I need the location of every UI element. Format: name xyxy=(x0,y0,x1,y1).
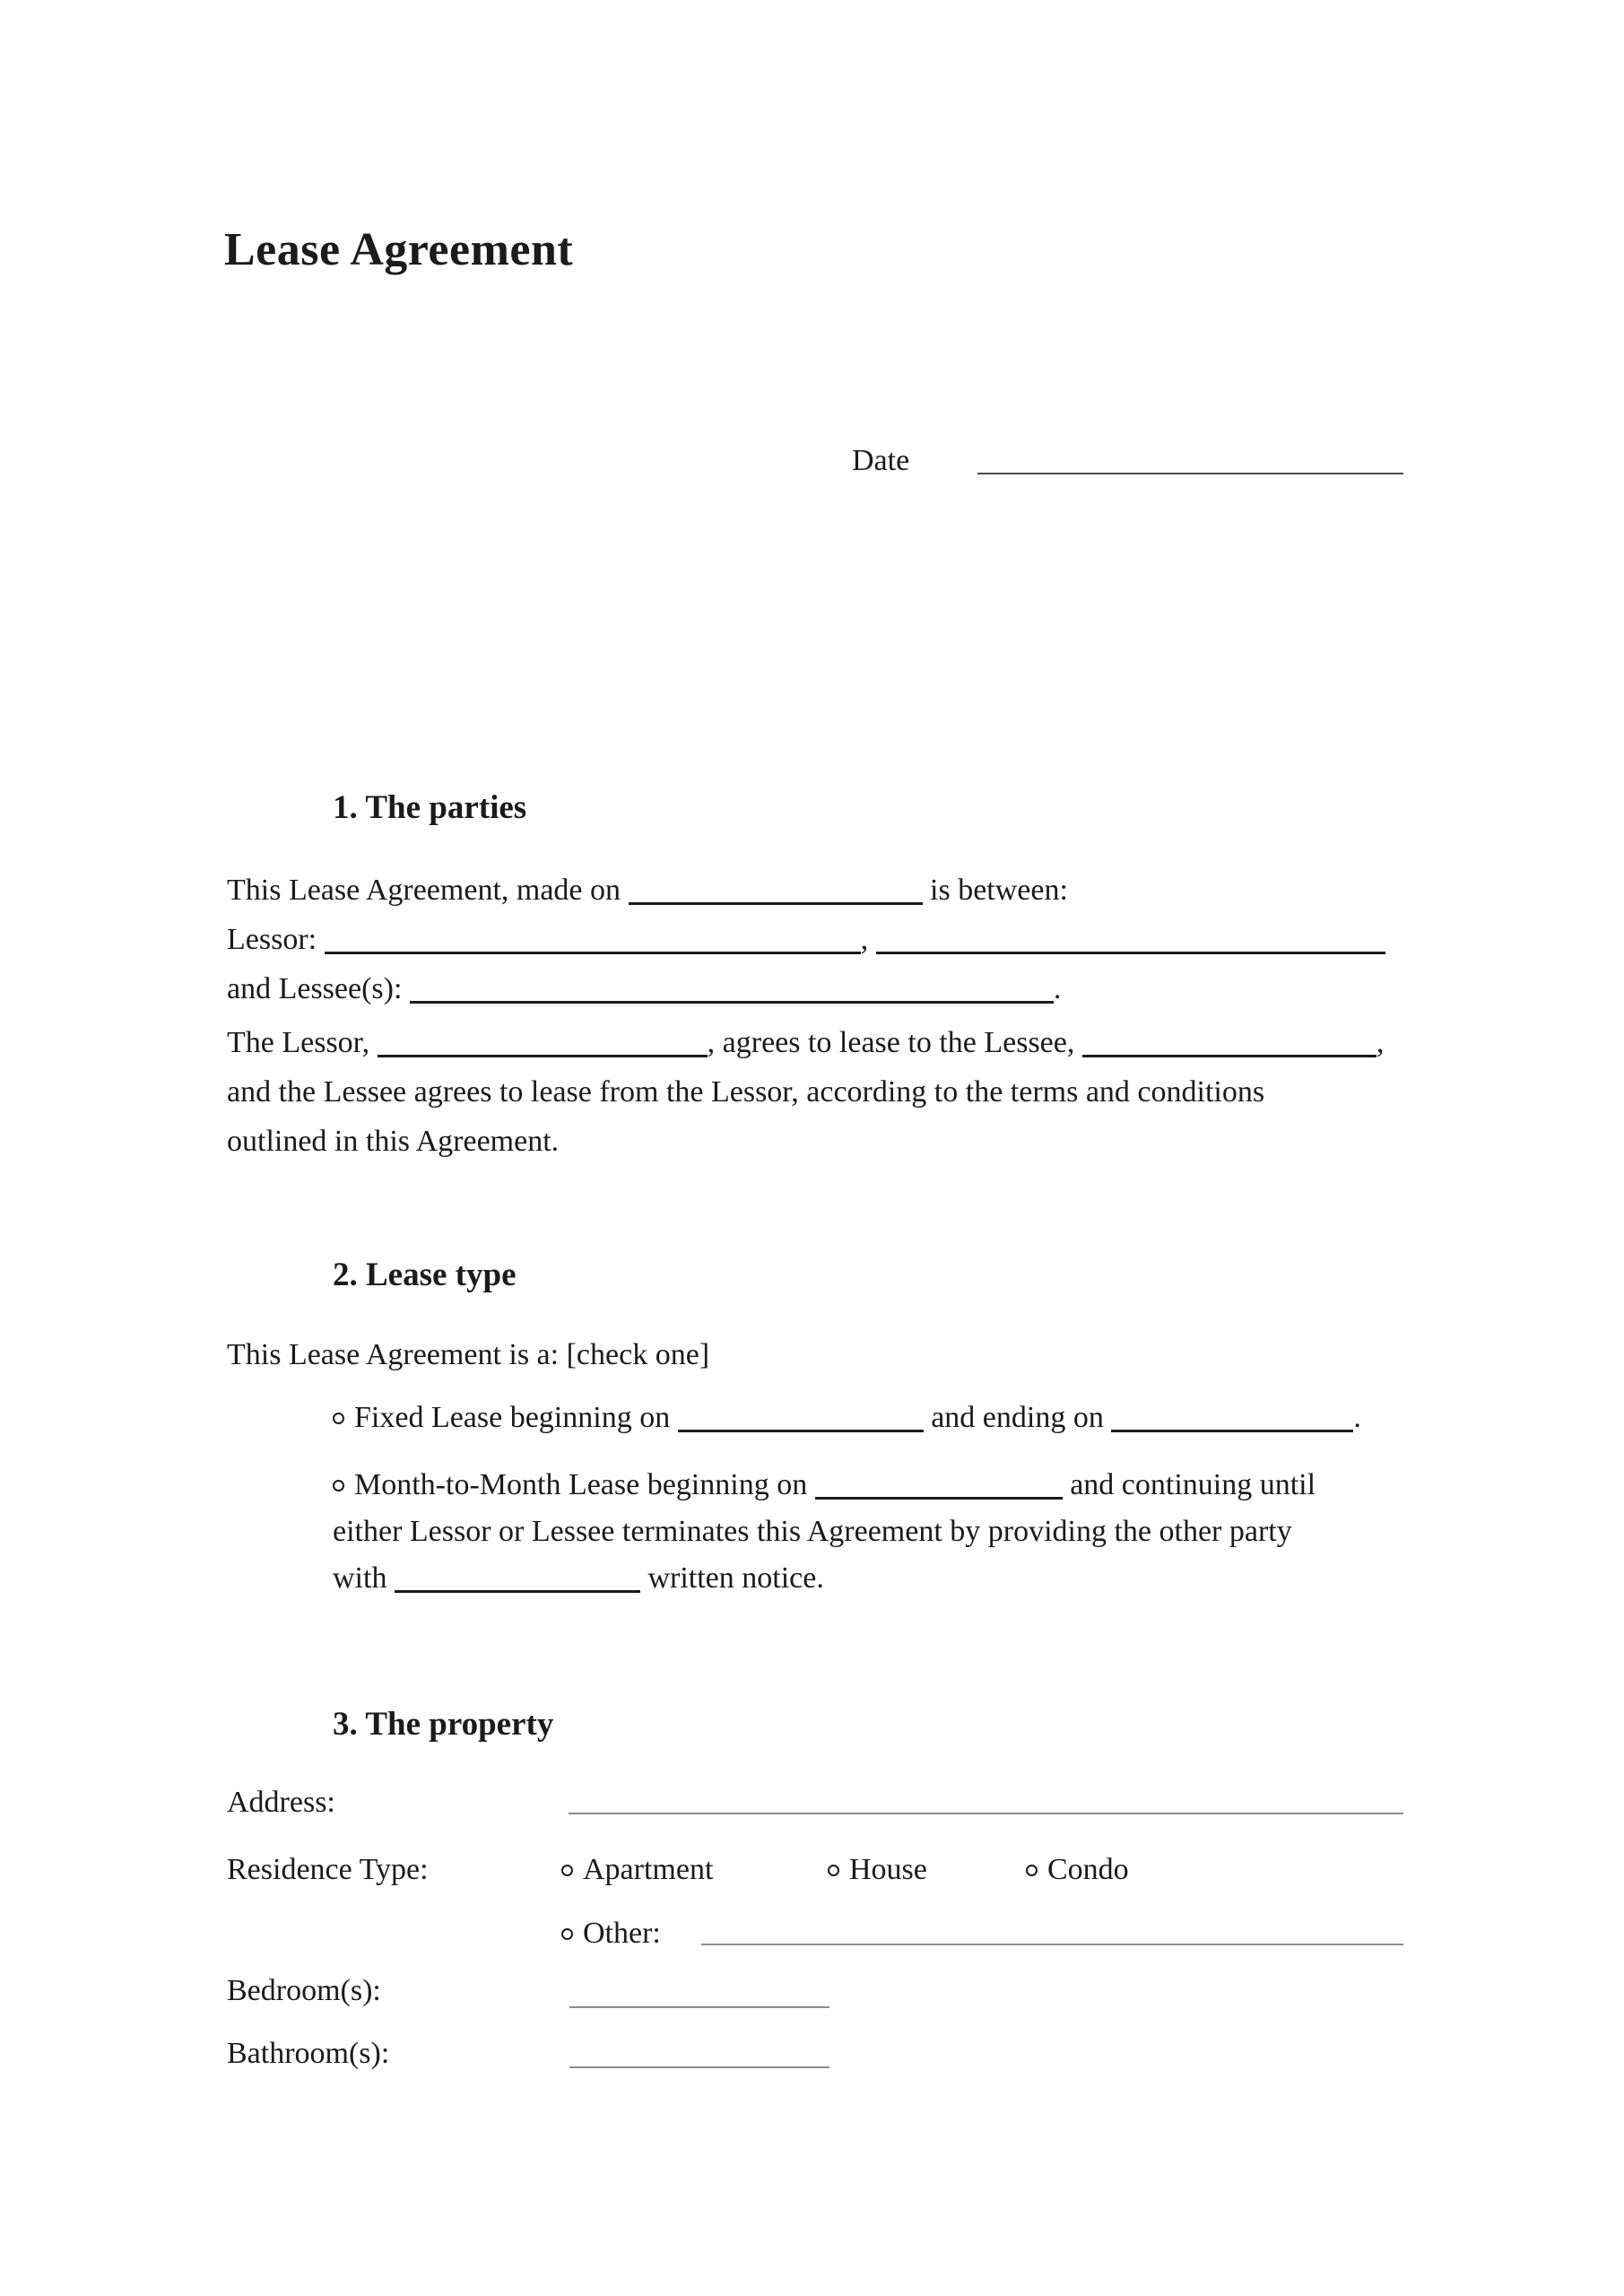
lessor-line xyxy=(227,915,1385,964)
month-option-text-2: and continuing until xyxy=(1070,1468,1316,1501)
notice-period-blank[interactable] xyxy=(395,1584,640,1593)
date-label: Date xyxy=(852,444,910,477)
house-label: House xyxy=(849,1853,927,1886)
apartment-label: Apartment xyxy=(583,1853,714,1886)
bedrooms-label: Bedroom(s): xyxy=(227,1974,381,2007)
made-on-date-blank[interactable] xyxy=(629,896,923,905)
lessee-terminator: . xyxy=(1053,972,1062,1005)
lessor-label: Lessor: xyxy=(227,923,317,956)
parties-body-line-3: outlined in this Agreement. xyxy=(227,1125,560,1158)
other-blank-line[interactable] xyxy=(701,1944,1403,1945)
bedrooms-blank-line[interactable] xyxy=(569,2006,829,2008)
address-blank-line[interactable] xyxy=(569,1813,1403,1814)
section-heading-parties: 1. The parties xyxy=(333,789,527,826)
month-lease-start-blank[interactable] xyxy=(815,1491,1063,1500)
month-option-text-3: with xyxy=(333,1561,387,1595)
residence-option-other xyxy=(561,1917,661,1951)
month-option-line-1 xyxy=(333,1462,1316,1509)
house-radio-circle-icon[interactable] xyxy=(828,1865,839,1876)
month-option-line-2: either Lessor or Lessee terminates this Agreement by providing the other party xyxy=(333,1515,1292,1548)
fixed-lease-option xyxy=(333,1401,1361,1435)
lessee-line xyxy=(227,964,1385,1013)
fixed-lease-end-blank[interactable] xyxy=(1111,1423,1353,1432)
lease-type-intro: This Lease Agreement is a: [check one] xyxy=(227,1338,710,1371)
parties-intro-paragraph xyxy=(227,865,1385,1013)
document-title: Lease Agreement xyxy=(224,224,574,275)
month-option-text-4: written notice. xyxy=(647,1561,824,1595)
lessor-agrees-text-3: , xyxy=(1376,1026,1385,1059)
section-heading-lease-type: 2. Lease type xyxy=(333,1257,517,1293)
lessee-name-blank[interactable] xyxy=(410,995,1054,1004)
residence-option-condo xyxy=(1026,1853,1129,1887)
lessor-separator: , xyxy=(860,923,869,956)
other-radio-circle-icon[interactable] xyxy=(561,1928,573,1940)
parties-body-paragraph xyxy=(227,1018,1384,1166)
lessee-agrees-blank-2[interactable] xyxy=(1082,1048,1376,1057)
residence-type-label: Residence Type: xyxy=(227,1853,429,1886)
month-to-month-radio-circle-icon[interactable] xyxy=(333,1480,344,1492)
condo-radio-circle-icon[interactable] xyxy=(1026,1865,1038,1876)
lessee-label: and Lessee(s): xyxy=(227,972,403,1005)
made-on-line xyxy=(227,865,1385,915)
month-to-month-option xyxy=(333,1462,1316,1602)
apartment-radio-circle-icon[interactable] xyxy=(561,1865,573,1876)
parties-body-line-2: and the Lessee agrees to lease from the Lessor, according to the terms and conditions xyxy=(227,1075,1265,1109)
condo-label: Condo xyxy=(1047,1853,1129,1886)
bathrooms-label: Bathroom(s): xyxy=(227,2037,390,2070)
made-on-text-before: This Lease Agreement, made on xyxy=(227,874,621,907)
fixed-lease-start-blank[interactable] xyxy=(678,1423,924,1432)
month-option-line-3 xyxy=(333,1555,1316,1602)
lessor-name-blank-2[interactable] xyxy=(876,945,1385,954)
residence-option-house xyxy=(828,1853,927,1887)
made-on-text-after: is between: xyxy=(930,874,1068,907)
other-label: Other: xyxy=(583,1917,661,1950)
fixed-lease-radio-circle-icon[interactable] xyxy=(333,1413,344,1424)
bathrooms-blank-line[interactable] xyxy=(569,2066,829,2068)
residence-option-apartment xyxy=(561,1853,713,1887)
lessor-agrees-text-2: , agrees to lease to the Lessee, xyxy=(707,1026,1075,1059)
section-heading-property: 3. The property xyxy=(333,1706,554,1743)
month-option-text-1: Month-to-Month Lease beginning on xyxy=(354,1468,808,1501)
lessor-agrees-blank-1[interactable] xyxy=(378,1048,708,1057)
date-blank-line[interactable] xyxy=(977,473,1403,474)
fixed-lease-text-2: and ending on xyxy=(931,1401,1104,1434)
lessor-agrees-text-1: The Lessor, xyxy=(227,1026,370,1059)
fixed-lease-text-1: Fixed Lease beginning on xyxy=(354,1401,671,1434)
lessor-name-blank-1[interactable] xyxy=(325,945,861,954)
fixed-lease-terminator: . xyxy=(1353,1401,1361,1434)
address-label: Address: xyxy=(227,1786,335,1819)
lessor-agrees-line xyxy=(227,1018,1384,1067)
